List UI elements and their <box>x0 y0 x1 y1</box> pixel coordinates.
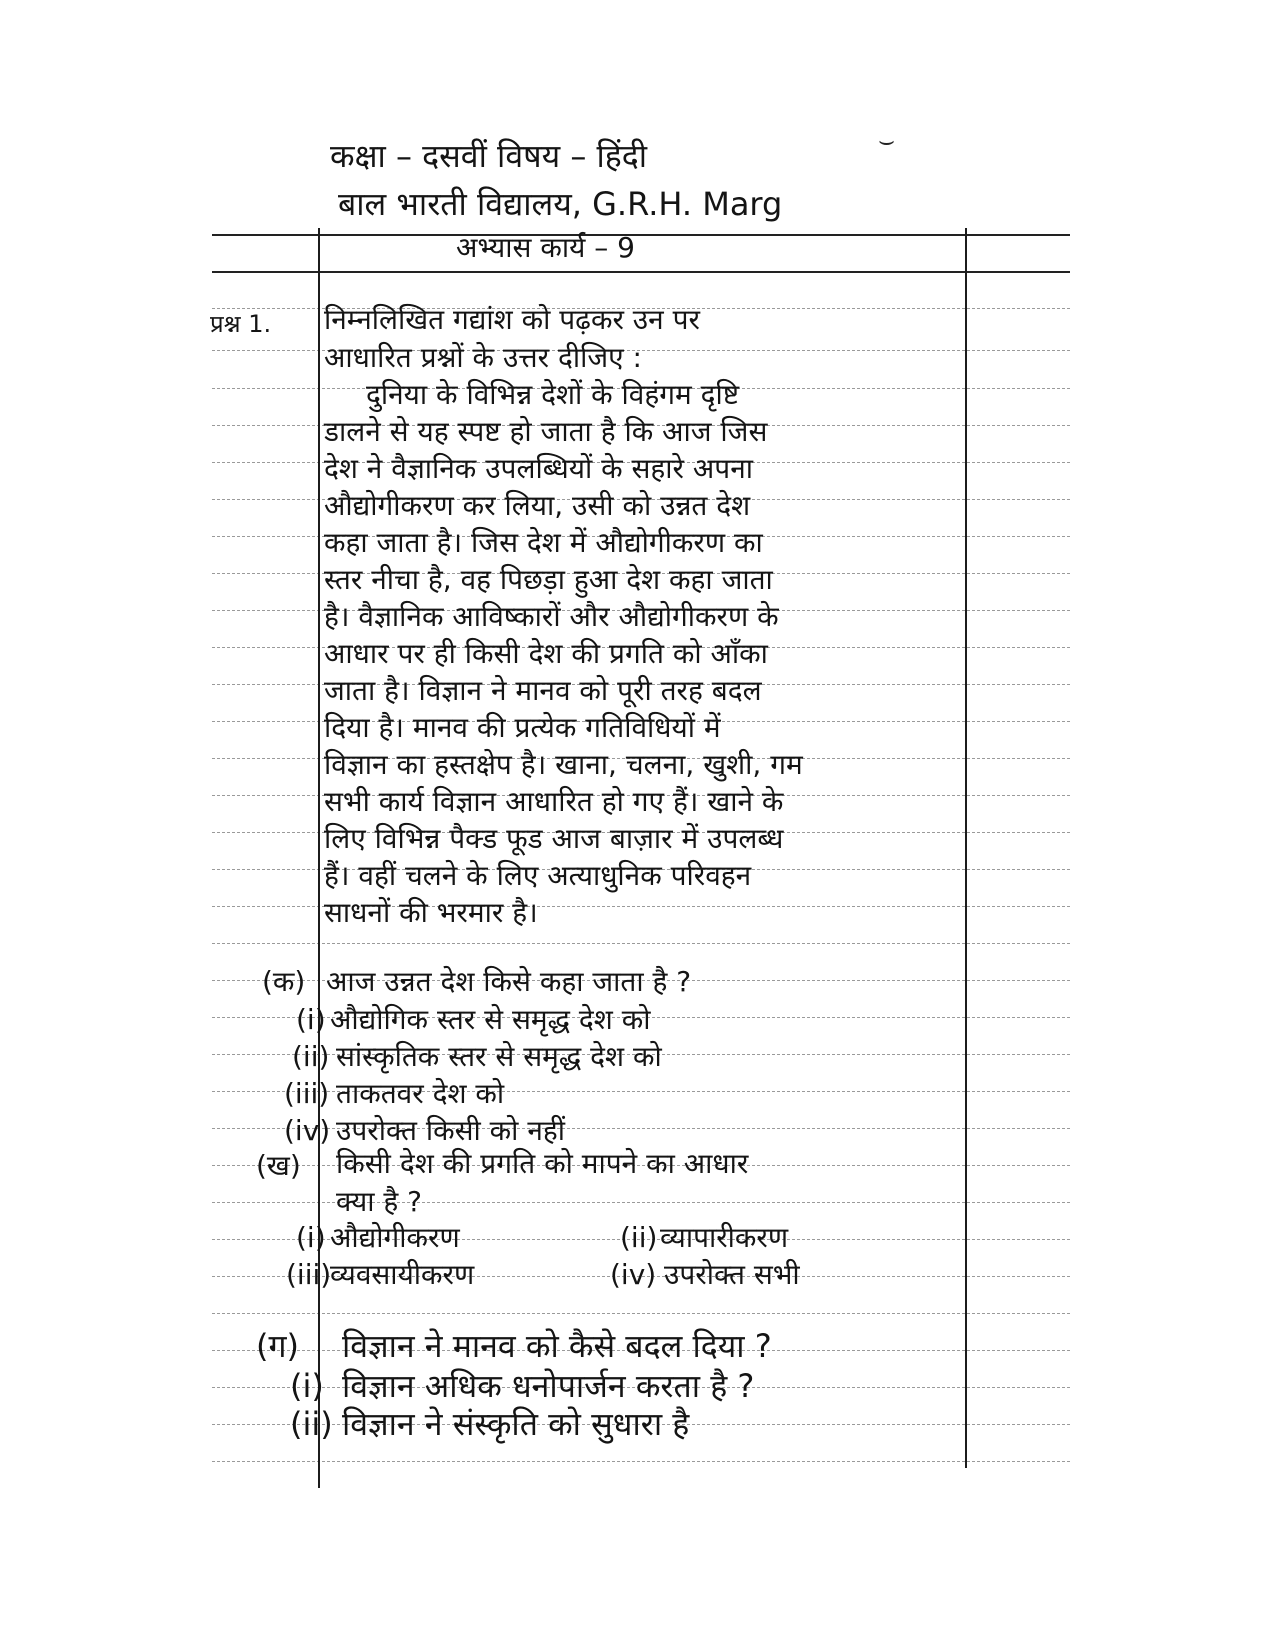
option-number: (ii) <box>620 1221 658 1254</box>
passage-line: दिया है। मानव की प्रत्येक गतिविधियों में <box>324 711 721 744</box>
sub-question-text: आज उन्नत देश किसे कहा जाता है ? <box>326 965 692 998</box>
sub-question-text: विज्ञान ने मानव को कैसे बदल दिया ? <box>342 1327 772 1365</box>
passage-line: डालने से यह स्पष्ट हो जाता है कि आज जिस <box>324 415 768 448</box>
question-label: प्रश्न 1. <box>210 310 272 338</box>
option-number: (iii) <box>286 1258 332 1291</box>
passage-line: स्तर नीचा है, वह पिछड़ा हुआ देश कहा जाता <box>324 563 773 596</box>
sub-question-label: (ग) <box>256 1327 299 1365</box>
instruction-line: आधारित प्रश्नों के उत्तर दीजिए : <box>324 341 642 374</box>
header-school-name: बाल भारती विद्यालय, G.R.H. Marg <box>338 185 783 223</box>
passage-line: लिए विभिन्न पैक्ड फूड आज बाज़ार में उपलब्ध <box>324 822 784 855</box>
passage-line: आधार पर ही किसी देश की प्रगति को आँका <box>324 637 768 670</box>
option-text: विज्ञान ने संस्कृति को सुधारा है <box>342 1405 690 1443</box>
sub-question-text: किसी देश की प्रगति को मापने का आधार <box>336 1147 749 1180</box>
option-text: उपरोक्त सभी <box>664 1258 800 1291</box>
option-number: (iv) <box>284 1114 331 1147</box>
instruction-line: निम्नलिखित गद्यांश को पढ़कर उन पर <box>324 303 700 336</box>
option-text: औद्योगीकरण <box>330 1221 460 1254</box>
passage-line: जाता है। विज्ञान ने मानव को पूरी तरह बदल <box>324 674 762 707</box>
option-number: (i) <box>296 1221 326 1254</box>
option-text: व्यापारीकरण <box>660 1221 789 1254</box>
option-number: (i) <box>296 1003 326 1036</box>
worksheet-title: अभ्यास कार्य – 9 <box>456 231 635 264</box>
option-number: (ii) <box>290 1405 333 1443</box>
passage-line: दुनिया के विभिन्न देशों के विहंगम दृष्टि <box>366 378 740 411</box>
option-text: ताकतवर देश को <box>336 1077 505 1110</box>
sub-question-label: (क) <box>262 965 306 998</box>
passage-line: कहा जाता है। जिस देश में औद्योगीकरण का <box>324 526 763 559</box>
option-number: (iii) <box>284 1077 330 1110</box>
option-text: विज्ञान अधिक धनोपार्जन करता है ? <box>342 1367 755 1405</box>
option-text: उपरोक्त किसी को नहीं <box>336 1114 565 1147</box>
passage-line: देश ने वैज्ञानिक उपलब्धियों के सहारे अपना <box>324 452 753 485</box>
passage-line: विज्ञान का हस्तक्षेप है। खाना, चलना, खुशी, गम <box>324 748 803 781</box>
passage-line: सभी कार्य विज्ञान आधारित हो गए हैं। खाने के <box>324 785 784 818</box>
option-text: सांस्कृतिक स्तर से समृद्ध देश को <box>336 1040 662 1073</box>
header-class-subject: कक्षा – दसवीं विषय – हिंदी <box>330 137 648 175</box>
passage-line: हैं। वहीं चलने के लिए अत्याधुनिक परिवहन <box>324 859 752 892</box>
option-text: व्यवसायीकरण <box>330 1258 475 1291</box>
passage-line: है। वैज्ञानिक आविष्कारों और औद्योगीकरण के <box>324 600 779 633</box>
left-margin-line <box>318 228 320 1488</box>
option-number: (i) <box>290 1367 324 1405</box>
right-margin-line <box>965 228 967 1468</box>
passage-line: औद्योगीकरण कर लिया, उसी को उन्नत देश <box>324 489 751 522</box>
option-number: (ii) <box>292 1040 330 1073</box>
sub-question-label: (ख) <box>256 1149 301 1182</box>
option-number: (iv) <box>610 1258 657 1291</box>
page-tick-mark: ⌣ <box>878 126 896 156</box>
passage-line: साधनों की भरमार है। <box>324 896 538 929</box>
sub-question-text: क्या है ? <box>336 1185 423 1218</box>
option-text: औद्योगिक स्तर से समृद्ध देश को <box>330 1003 651 1036</box>
